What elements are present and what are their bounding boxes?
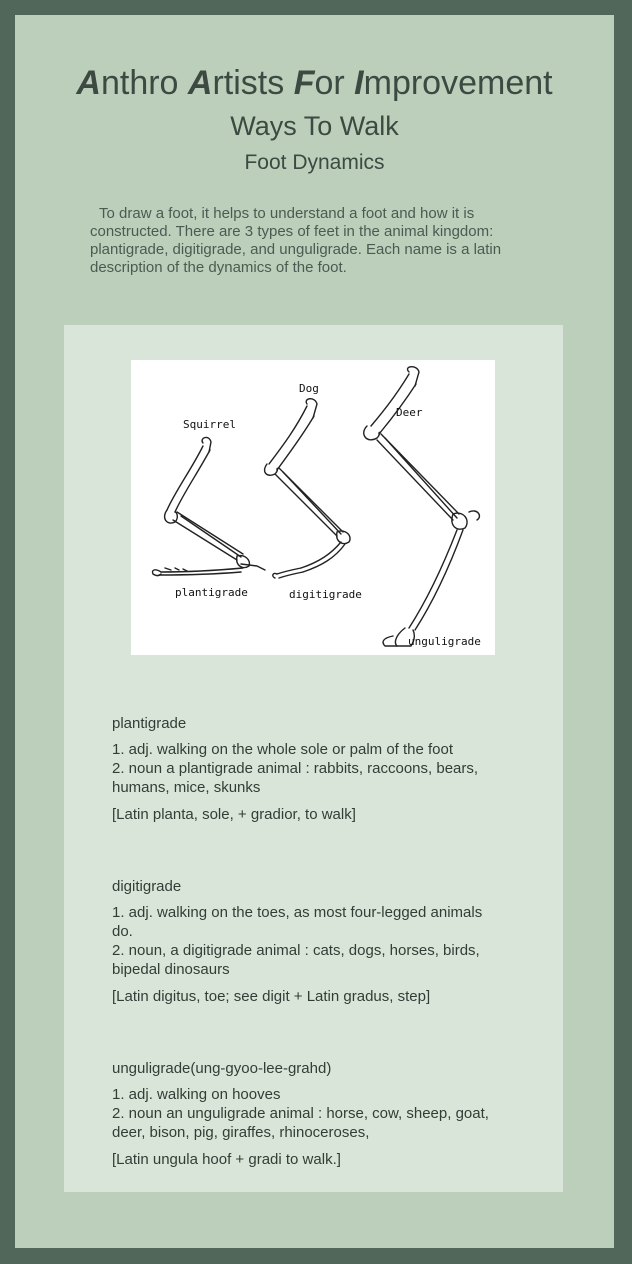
title-rest-1: nthro — [100, 64, 188, 102]
definition-sense: 2. noun an unguligrade animal : horse, cow, sheep, goat, — [112, 1105, 489, 1122]
plantigrade-label: plantigrade — [175, 586, 248, 599]
content-panel — [64, 325, 563, 1192]
title-rest-4: mprovement — [363, 64, 553, 102]
intro-line-2: constructed. There are 3 types of feet in the animal kingdom: — [90, 223, 494, 240]
page-subtitle: Ways To Walk — [230, 111, 399, 141]
page-title — [15, 64, 614, 103]
definition-sense: 2. noun, a digitigrade animal : cats, dogs, horses, birds, — [112, 942, 480, 959]
definition-sense: deer, bison, pig, giraffes, rhinoceroses, — [112, 1124, 370, 1141]
intro-line-3: plantigrade, digitigrade, and unguligrade. Each name is a latin — [90, 241, 502, 258]
page-subtitle-secondary: Foot Dynamics — [244, 151, 385, 174]
dog-label: Dog — [299, 382, 319, 395]
title-cap-2: A — [187, 64, 213, 102]
definition-term: unguligrade(ung-gyoo-lee-grahd) — [112, 1060, 332, 1077]
unguligrade-label: unguligrade — [408, 635, 481, 648]
intro-line-1: To draw a foot, it helps to understand a foot and how it is — [99, 205, 475, 222]
definition-sense: do. — [112, 923, 133, 940]
definition-plantigrade — [112, 714, 522, 824]
definition-sense: humans, mice, skunks — [112, 779, 261, 796]
squirrel-leg-drawing — [152, 437, 265, 575]
title-cap-1: A — [76, 64, 101, 102]
page — [15, 15, 614, 1248]
title-cap-3: F — [293, 64, 315, 102]
definition-sense: 1. adj. walking on hooves — [112, 1086, 281, 1103]
deer-label: Deer — [396, 406, 423, 419]
skeleton-illustration — [131, 360, 495, 655]
title-rest-3: or — [314, 64, 355, 102]
intro-line-4: description of the dynamics of the foot. — [90, 259, 347, 276]
definition-unguligrade — [112, 1059, 522, 1169]
leg-skeleton-figure — [131, 360, 495, 655]
digitigrade-label: digitigrade — [289, 588, 362, 601]
definition-sense: 1. adj. walking on the toes, as most four-legged animals — [112, 904, 483, 921]
definition-sense: bipedal dinosaurs — [112, 961, 230, 978]
definition-etymology: [Latin planta, sole, + gradior, to walk] — [112, 806, 356, 823]
definition-term: plantigrade — [112, 715, 187, 732]
definition-sense: 2. noun a plantigrade animal : rabbits, raccoons, bears, — [112, 760, 479, 777]
definition-digitigrade — [112, 877, 522, 1006]
title-rest-2: rtists — [212, 64, 294, 102]
definition-sense: 1. adj. walking on the whole sole or palm of the foot — [112, 741, 454, 758]
title-cap-4: I — [354, 64, 364, 102]
squirrel-label: Squirrel — [183, 418, 236, 431]
definition-term: digitigrade — [112, 878, 182, 895]
intro-paragraph — [90, 205, 540, 277]
dog-leg-drawing — [265, 399, 351, 578]
definition-etymology: [Latin digitus, toe; see digit + Latin gradus, step] — [112, 988, 431, 1005]
definition-etymology: [Latin ungula hoof + gradi to walk.] — [112, 1151, 341, 1168]
